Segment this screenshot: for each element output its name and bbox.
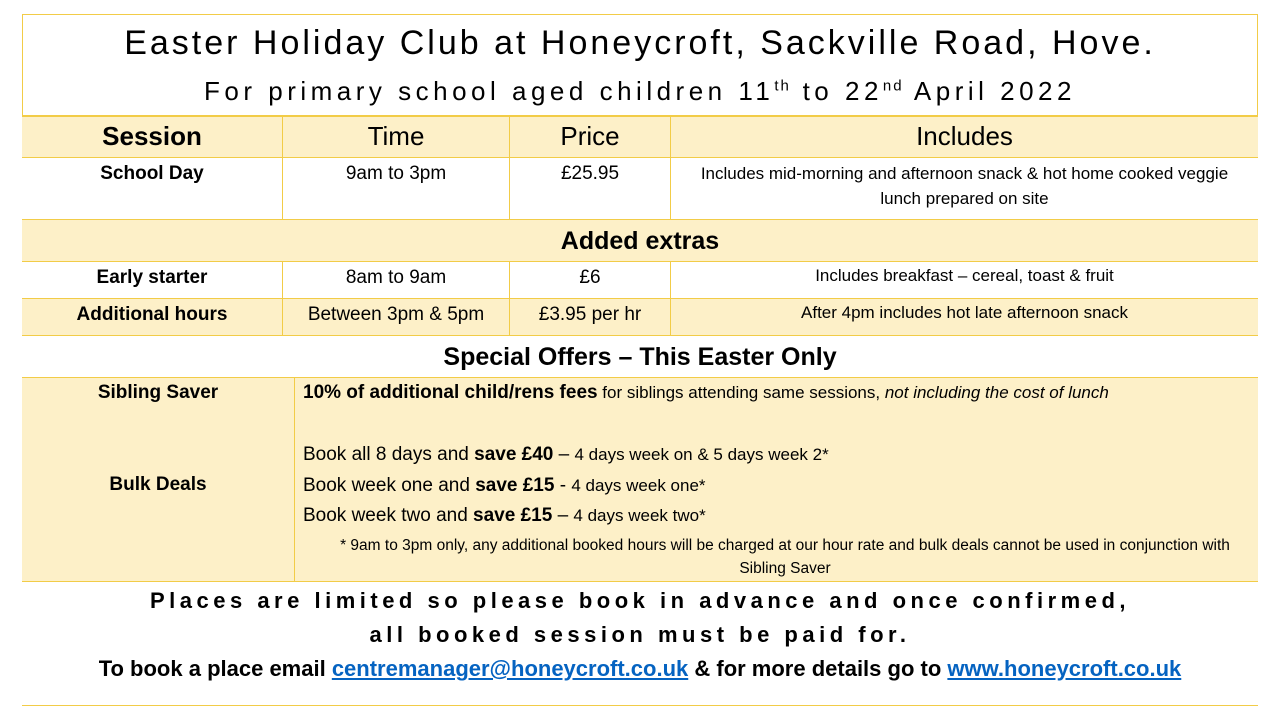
deal-sep: - [554, 475, 572, 496]
email-link[interactable]: centremanager@honeycroft.co.uk [331, 656, 689, 681]
table-row [22, 261, 1258, 298]
bulk-deal-3 [303, 503, 706, 529]
footer [22, 581, 1258, 705]
session-price: £25.95 [509, 158, 670, 219]
offers-body [22, 377, 1258, 581]
header-time: Time [282, 117, 509, 157]
sibling-saver-italic: not including the cost of lunch [880, 383, 1109, 402]
footer-line-1: Places are limited so please book in advance and once confirmed, [149, 588, 1131, 613]
header-session: Session [102, 121, 202, 151]
session-includes: After 4pm includes hot late afternoon snack [670, 299, 1258, 335]
session-time: 8am to 9am [282, 262, 509, 298]
session-name: Early starter [96, 267, 208, 288]
special-offers-row [22, 335, 1258, 377]
footer-line-2: all booked session must be paid for. [369, 622, 911, 647]
header-price: Price [509, 117, 670, 157]
website-link[interactable]: www.honeycroft.co.uk [947, 656, 1182, 681]
offers-labels [22, 378, 294, 581]
deal-text: Book all 8 days and [303, 444, 475, 465]
deal-detail: 4 days week one* [571, 476, 706, 495]
deal-text: Book week two and [303, 505, 474, 526]
deal-detail: 4 days week on & 5 days week 2* [574, 445, 829, 464]
added-extras-row [22, 219, 1258, 261]
deal-text: Book week one and [303, 475, 476, 496]
special-offers-title: Special Offers – This Easter Only [443, 343, 837, 371]
table-header-row [22, 115, 1258, 157]
booking-text: To book a place email [98, 656, 332, 681]
subtitle-text: For primary school aged children 11 [204, 76, 775, 106]
header-includes: Includes [670, 117, 1258, 157]
sibling-saver-text [303, 381, 1109, 405]
table-row [22, 298, 1258, 335]
booking-text: & for more details go to [688, 656, 948, 681]
deal-detail: 4 days week two* [573, 506, 706, 525]
page-title: Easter Holiday Club at Honeycroft, Sackville Road, Hove. [124, 24, 1156, 62]
footer-booking [22, 654, 1258, 684]
session-time: Between 3pm & 5pm [282, 299, 509, 335]
session-time: 9am to 3pm [282, 158, 509, 219]
deal-saving: save £40 [474, 444, 554, 465]
sibling-saver-label: Sibling Saver [97, 382, 219, 403]
bulk-deal-1 [303, 442, 829, 468]
deal-saving: save £15 [473, 505, 553, 526]
bulk-deals-label: Bulk Deals [109, 474, 207, 495]
table-row [22, 157, 1258, 219]
subtitle-sup-th: th [774, 77, 791, 95]
deal-saving: save £15 [475, 475, 555, 496]
page-subtitle [0, 74, 1280, 108]
session-name: School Day [100, 163, 204, 184]
sibling-saver-desc: for siblings attending same sessions, [597, 383, 881, 402]
sibling-saver-bold: 10% of additional child/rens fees [303, 382, 598, 403]
deal-sep: – [553, 444, 575, 465]
bulk-deal-2 [303, 473, 706, 499]
bulk-deals-note: * 9am to 3pm only, any additional booked hours will be charged at our hour rate and bulk deals cannot be used in conjunction with Sibling Saver [340, 537, 1230, 577]
session-includes: Includes mid-morning and afternoon snack & hot home cooked veggie lunch prepared on site [670, 158, 1258, 219]
session-name: Additional hours [76, 304, 228, 325]
subtitle-sup-nd: nd [882, 77, 904, 95]
subtitle-text: to 22 [790, 76, 883, 106]
session-includes: Includes breakfast – cereal, toast & fruit [670, 262, 1258, 298]
session-price: £3.95 per hr [509, 299, 670, 335]
added-extras-title: Added extras [560, 227, 720, 255]
session-price: £6 [509, 262, 670, 298]
deal-sep: – [552, 505, 574, 526]
subtitle-text: April 2022 [903, 76, 1076, 106]
offers-details [294, 378, 1258, 581]
